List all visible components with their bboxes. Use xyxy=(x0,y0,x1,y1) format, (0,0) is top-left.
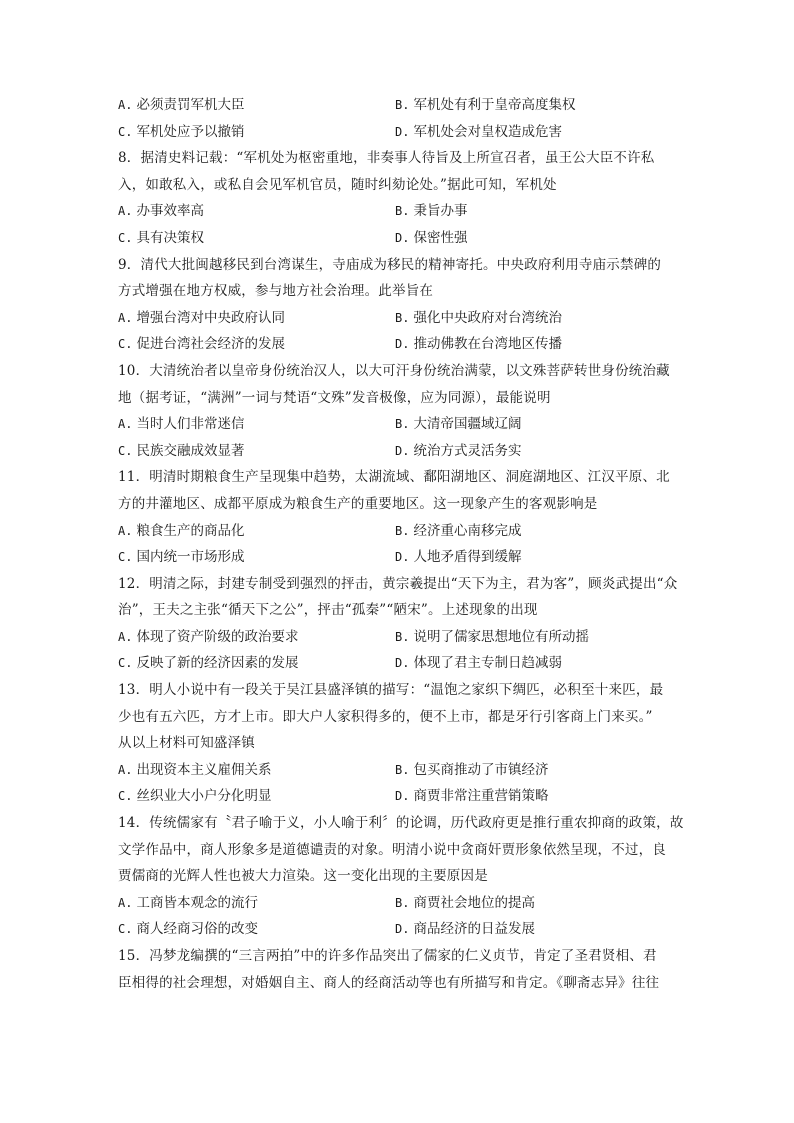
option-c[interactable] xyxy=(118,916,258,943)
option-c[interactable] xyxy=(118,119,244,146)
option-a[interactable] xyxy=(118,624,298,651)
question-stem-line: 13．明人小说中有一段关于吴江县盛泽镇的描写：“温饱之家织下绸匹，必积至十来匹，最 xyxy=(118,682,664,699)
option-text: 商人经商习俗的改变 xyxy=(136,921,258,938)
option-a[interactable] xyxy=(118,890,258,917)
option-row xyxy=(118,225,686,252)
option-letter: B. xyxy=(395,523,410,538)
option-row xyxy=(118,518,686,545)
option-c[interactable] xyxy=(118,331,285,358)
option-c[interactable] xyxy=(118,225,204,252)
option-d[interactable] xyxy=(395,916,535,943)
option-letter: A. xyxy=(118,895,133,910)
option-row xyxy=(118,331,686,358)
question-stem-line: 贾儒商的光辉人性也被大力渲染。这一变化出现的主要原因是 xyxy=(118,868,488,885)
option-letter: B. xyxy=(395,762,410,777)
question-stem-line: 12．明清之际，封建专制受到强烈的抨击，黄宗羲提出“天下为主，君为客”，顾炎武提出“众 xyxy=(118,575,678,592)
option-row xyxy=(118,624,686,651)
option-letter: D. xyxy=(395,656,410,671)
option-row xyxy=(118,650,686,677)
question-stem-line: 11．明清时期粮食生产呈现集中趋势，太湖流域、鄱阳湖地区、洞庭湖地区、江汉平原、北 xyxy=(118,469,670,486)
option-b[interactable] xyxy=(395,757,548,784)
option-b[interactable] xyxy=(395,92,575,119)
option-text: 保密性强 xyxy=(413,229,468,246)
option-letter: A. xyxy=(118,762,133,777)
option-text: 商贾社会地位的提高 xyxy=(413,894,535,911)
option-letter: D. xyxy=(395,124,410,139)
option-text: 体现了君主专制日趋减弱 xyxy=(413,655,562,672)
question-stem-line: 地（据考证，“满洲”一词与梵语“文殊”发音极像，应为同源），最能说明 xyxy=(118,389,551,406)
option-c[interactable] xyxy=(118,544,244,571)
option-text: 推动佛教在台湾地区传播 xyxy=(413,336,562,353)
question-block xyxy=(118,677,686,810)
option-letter: A. xyxy=(118,310,133,325)
option-row xyxy=(118,916,686,943)
option-b[interactable] xyxy=(395,411,521,438)
question-7-options xyxy=(118,92,686,145)
question-block xyxy=(118,252,686,358)
option-text: 必须责罚军机大臣 xyxy=(136,97,245,113)
option-d[interactable] xyxy=(395,331,562,358)
option-letter: D. xyxy=(395,922,410,937)
question-stem-line: 从以上材料可知盛泽镇 xyxy=(118,735,255,752)
option-letter: D. xyxy=(395,337,410,352)
option-row xyxy=(118,119,686,146)
option-c[interactable] xyxy=(118,438,244,465)
option-letter: B. xyxy=(395,629,410,644)
option-d[interactable] xyxy=(395,225,467,252)
option-letter: C. xyxy=(118,922,133,937)
option-text: 出现资本主义雇佣关系 xyxy=(136,761,272,778)
question-stem-line: 治”，王夫之主张“循天下之公”，抨击“孤秦”“陋宋”。上述现象的出现 xyxy=(118,602,538,619)
option-letter: B. xyxy=(395,98,410,112)
option-letter: B. xyxy=(395,310,410,325)
question-block xyxy=(118,358,686,464)
option-a[interactable] xyxy=(118,411,244,438)
option-letter: D. xyxy=(395,789,410,804)
option-text: 秉旨办事 xyxy=(413,203,468,220)
option-d[interactable] xyxy=(395,650,562,677)
option-text: 丝织业大小户分化明显 xyxy=(136,788,272,805)
option-letter: B. xyxy=(395,417,410,432)
option-letter: D. xyxy=(395,443,410,458)
option-text: 军机处有利于皇帝高度集权 xyxy=(413,97,576,113)
question-stem-line: 10．大清统治者以皇帝身份统治汉人，以大可汗身份统治满蒙，以文殊菩萨转世身份统治藏 xyxy=(118,362,670,379)
option-letter: A. xyxy=(118,417,133,432)
option-text: 人地矛盾得到缓解 xyxy=(413,549,522,566)
option-text: 体现了资产阶级的政治要求 xyxy=(136,628,299,645)
option-letter: C. xyxy=(118,656,133,671)
option-letter: C. xyxy=(118,550,133,565)
option-a[interactable] xyxy=(118,518,244,545)
option-text: 国内统一市场形成 xyxy=(136,549,245,566)
option-a[interactable] xyxy=(118,305,285,332)
question-stem-line: 方式增强在地方权威，参与地方社会治理。此举旨在 xyxy=(118,283,434,300)
option-row xyxy=(118,783,686,810)
option-text: 民族交融成效显著 xyxy=(136,442,245,459)
option-text: 军机处应予以撤销 xyxy=(136,123,245,140)
option-letter: C. xyxy=(118,230,133,245)
option-b[interactable] xyxy=(395,518,521,545)
option-b[interactable] xyxy=(395,624,589,651)
option-row xyxy=(118,198,686,225)
question-stem-line: 臣相得的社会理想，对婚姻自主、商人的经商活动等也有所描写和肯定。《聊斋志异》往往 xyxy=(118,974,660,991)
option-b[interactable] xyxy=(395,305,562,332)
option-letter: A. xyxy=(118,629,133,644)
question-stem-line: 方的井灌地区、成都平原成为粮食生产的重要地区。这一现象产生的客观影响是 xyxy=(118,495,598,512)
option-text: 包买商推动了市镇经济 xyxy=(413,761,549,778)
option-a[interactable] xyxy=(118,198,204,225)
option-text: 工商皆本观念的流行 xyxy=(136,894,258,911)
option-b[interactable] xyxy=(395,890,535,917)
page-content xyxy=(118,92,686,996)
option-d[interactable] xyxy=(395,544,521,571)
option-letter: D. xyxy=(395,550,410,565)
option-text: 大清帝国疆域辽阔 xyxy=(413,416,522,433)
option-letter: C. xyxy=(118,443,133,458)
question-block xyxy=(118,943,686,996)
option-text: 统治方式灵活务实 xyxy=(413,442,522,459)
option-text: 增强台湾对中央政府认同 xyxy=(136,309,285,326)
option-row xyxy=(118,544,686,571)
option-d[interactable] xyxy=(395,783,548,810)
question-stem-line: 15．冯梦龙编撰的“三言两拍”中的许多作品突出了儒家的仁义贞节，肯定了圣君贤相、君 xyxy=(118,948,657,964)
option-text: 当时人们非常迷信 xyxy=(136,416,245,433)
option-letter: A. xyxy=(118,98,133,112)
option-text: 说明了儒家思想地位有所动摇 xyxy=(413,628,589,645)
question-stem-line: 9．清代大批闽越移民到台湾谋生，寺庙成为移民的精神寄托。中央政府利用寺庙示禁碑的 xyxy=(118,256,662,273)
question-block xyxy=(118,810,686,943)
option-text: 促进台湾社会经济的发展 xyxy=(136,336,285,353)
option-a[interactable] xyxy=(118,92,244,119)
option-row xyxy=(118,92,686,119)
option-letter: B. xyxy=(395,204,410,219)
option-text: 办事效率高 xyxy=(136,203,204,220)
option-row xyxy=(118,305,686,332)
option-row xyxy=(118,438,686,465)
option-row xyxy=(118,757,686,784)
question-stem-line: 8．据清史料记载：“军机处为枢密重地，非奏事人待旨及上所宣召者，虽王公大臣不许私 xyxy=(118,150,655,167)
option-b[interactable] xyxy=(395,198,467,225)
question-stem-line: 14．传统儒家有〝君子喻于义，小人喻于利〞的论调，历代政府更是推行重农抑商的政策，故 xyxy=(118,815,684,832)
question-stem-line: 文学作品中，商人形象多是道德谴责的对象。明清小说中贪商奸贾形象依然呈现，不过，良 xyxy=(118,841,666,858)
question-block xyxy=(118,145,686,251)
option-letter: D. xyxy=(395,230,410,245)
option-letter: C. xyxy=(118,789,133,804)
option-c[interactable] xyxy=(118,650,298,677)
option-text: 经济重心南移完成 xyxy=(413,522,522,539)
option-c[interactable] xyxy=(118,783,271,810)
option-d[interactable] xyxy=(395,438,521,465)
option-letter: C. xyxy=(118,124,133,139)
option-d[interactable] xyxy=(395,119,562,146)
question-block xyxy=(118,464,686,570)
option-text: 粮食生产的商品化 xyxy=(136,522,245,539)
option-letter: A. xyxy=(118,523,133,538)
option-letter: B. xyxy=(395,895,410,910)
option-letter: A. xyxy=(118,204,133,219)
option-text: 商品经济的日益发展 xyxy=(413,921,535,938)
option-text: 反映了新的经济因素的发展 xyxy=(136,655,299,672)
option-text: 强化中央政府对台湾统治 xyxy=(413,309,562,326)
question-stem-line: 入，如敢私入，或私自会见军机官员，随时纠劾论处。”据此可知，军机处 xyxy=(118,176,557,193)
option-row xyxy=(118,890,686,917)
question-stem-line: 少也有五六匹，方才上市。即大户人家积得多的，便不上市，都是牙行引客商上门来买。” xyxy=(118,708,653,725)
question-block xyxy=(118,571,686,677)
question-list xyxy=(118,145,686,996)
option-text: 军机处会对皇权造成危害 xyxy=(413,123,562,140)
option-a[interactable] xyxy=(118,757,271,784)
option-text: 具有决策权 xyxy=(136,229,204,246)
option-text: 商贾非常注重营销策略 xyxy=(413,788,549,805)
option-row xyxy=(118,411,686,438)
option-letter: C. xyxy=(118,337,133,352)
